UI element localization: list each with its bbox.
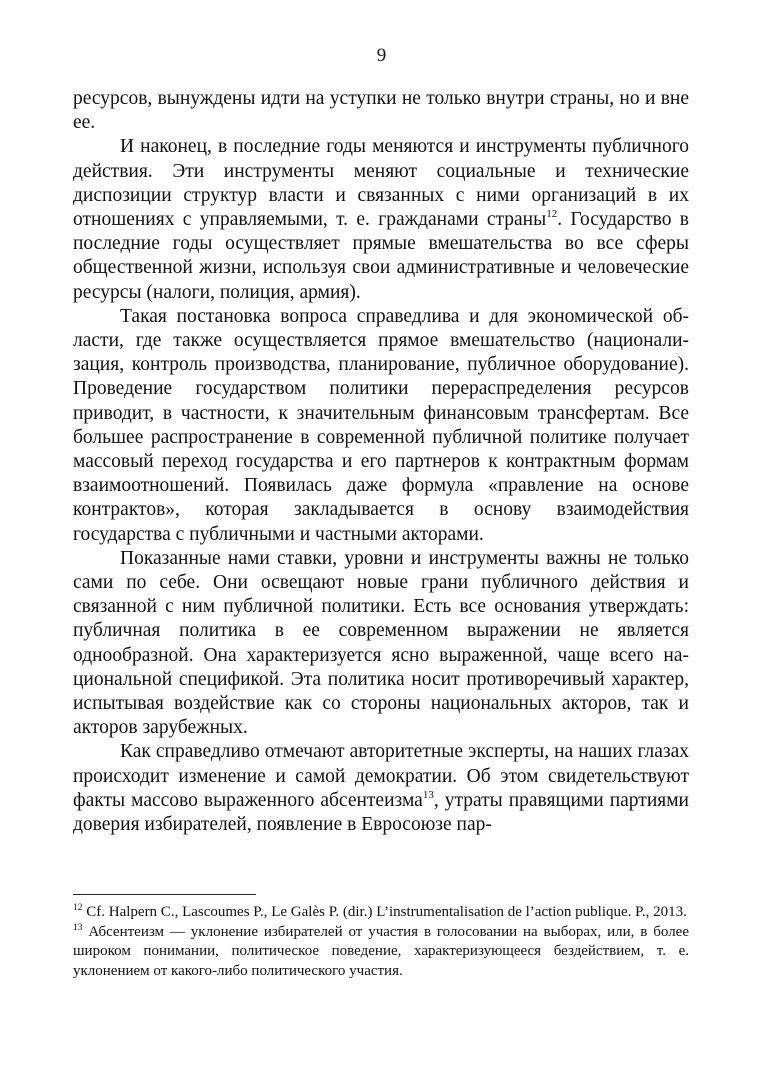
footnotes xyxy=(73,903,689,981)
paragraph-text: ресурсов, вынуждены идти на уступки не только внутри страны, но и вне ее. xyxy=(73,88,689,134)
paragraph-text: Такая постановка вопроса справедлива и для экономической области, где также осуществляется прямое вмешательство (национализация, контроль производства, планирование, публичное оборудование). Проведение государством политики перераспределения ресурсов приводит, в частности, к значительным финансовым трансфертам. Все большее распространение в современной публичной политике получает массовый переход государства и его партнеров к контрактным формам взаимоотношений. Появилась даже формула «правление на основе контрактов», которая закладывается в основу взаимодействия государства с публичными и частными акторами. xyxy=(73,305,689,545)
footnote-divider xyxy=(73,894,256,895)
paragraph-continuation xyxy=(73,87,689,135)
footnote-ref-13[interactable]: 13 xyxy=(422,788,434,801)
page-number: 9 xyxy=(376,45,387,66)
paragraph-stakes xyxy=(73,547,689,741)
paragraph-text: . Государство в последние годы осуществляет прямые вмешательства во все сферы общественной жизни, используя свои административные и человеческие ресурсы (налоги, полиция, армия). xyxy=(73,209,689,303)
footnote-ref-12[interactable]: 12 xyxy=(546,208,558,221)
paragraph-text: , утраты правящими партиями доверия избирателей, появление в Евросоюзе пар- xyxy=(73,789,689,836)
paragraph-democracy xyxy=(73,740,689,837)
paragraph-economy xyxy=(73,305,689,547)
paragraph-text: Показанные нами ставки, уровни и инструменты важны не только сами по себе. Они освещают новые грани публичного действия и связанной с ним публичной политики. Есть все основания утверждать: публичная политика в ее современном выражении не является однообразной. Она характеризуется ясно выраженной, чаще всего национальной спецификой. Эта политика носит противоречивый характер, испытывая воздействие как со стороны национальных акторов, так и акторов зарубежных. xyxy=(73,547,689,739)
footnote-12 xyxy=(73,903,689,923)
paragraph-text: И наконец, в последние годы меняются и инструменты публичного действия. Эти инструменты меняют социальные и технические диспозиции структур власти и связанных с ними организаций в их отношениях с управляемыми, т. е. гражданами страны xyxy=(73,136,689,231)
footnote-13 xyxy=(73,923,689,982)
footnote-text: Cf. Halpern C., Lascoumes P., Le Galès P. (dir.) L’instrumentalisation de l’action publique. P., 2013. xyxy=(82,904,687,920)
main-text xyxy=(73,87,689,837)
paragraph-instruments xyxy=(73,135,689,304)
footnote-number: 13 xyxy=(73,922,83,933)
footnote-text: Абсентеизм — уклонение избирателей от участия в голосовании на выборах, или, в более широком понимании, политическое поведение, характеризующееся бездействием, т. е. уклонением от какого-либо политического участия. xyxy=(73,923,689,979)
paragraph-text: Как справедливо отмечают авторитетные эксперты, на наших глазах происходит изменение и самой демократии. Об этом свидетельствуют факты массово выраженного абсентеизма xyxy=(73,741,689,811)
footnote-number: 12 xyxy=(73,903,83,913)
